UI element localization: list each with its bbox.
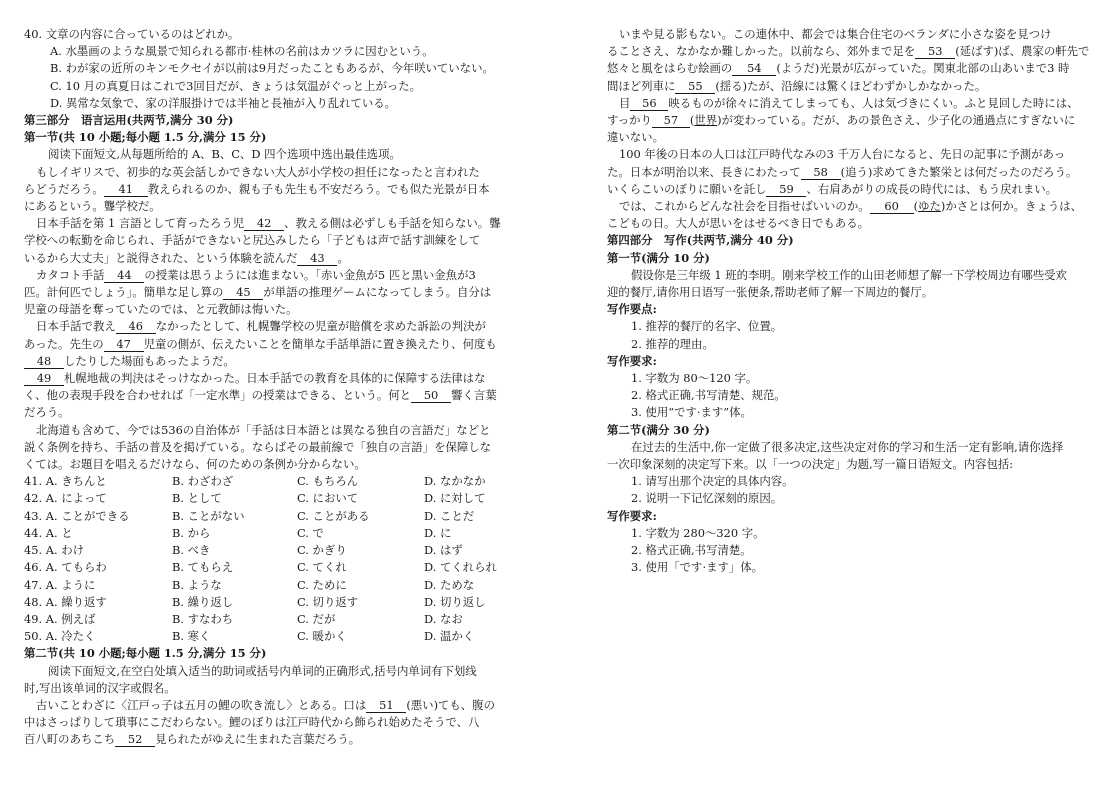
option-row [24, 508, 544, 525]
blank-54: 54 [732, 61, 776, 76]
option-cell: B. ような [172, 577, 222, 592]
blank-43: 43 [297, 251, 337, 266]
section2-title: 第二节(共 10 小题;每小题 1.5 分,满分 15 分) [24, 646, 267, 661]
blank-44: 44 [104, 268, 144, 283]
option-cell: D. に [424, 525, 452, 540]
option-cell: B. 繰り返し [172, 594, 234, 609]
option-cell: C. 暖かく [297, 629, 347, 644]
option-cell: 48. A. 繰り返す [24, 594, 107, 609]
option-cell: B. わざわざ [172, 474, 234, 489]
blank-46: 46 [116, 319, 156, 334]
q40-stem: 40. 文章の内容に合っているのはどれか。 [24, 27, 240, 41]
writing1-prompt: 迎的餐厅,请你用日语写一张便条,帮助老师了解一下周边的餐厅。 [607, 285, 934, 300]
option-cell: 41. A. きちんと [24, 474, 107, 489]
q40-option-d: D. 異常な気象で、家の洋服掛けでは半袖と長袖が入り乱れている。 [50, 95, 397, 110]
q40-option-c: C. 10 月の真夏日はこれで3回目だが、きょうは気温がぐっと上がった。 [50, 78, 422, 93]
writing1-prompt: 假设你是三年级 1 班的李明。刚来学校工作的山田老师想了解一下学校周边有哪些受欢 [631, 267, 1067, 282]
section2-instruction: 时,写出该单词的汉字或假名。 [24, 680, 176, 695]
option-row [24, 473, 544, 490]
passage2-line: 100 年後の日本の人口は江戸時代なみの3 千万人台になると、先日の記事に予測があっ [619, 147, 1066, 162]
blank-50: 50 [411, 388, 451, 403]
writing2-req: 1. 字数为 280～320 字。 [631, 525, 765, 540]
writing2-req-title: 写作要求: [607, 508, 657, 523]
option-cell: C. 切り返す [297, 594, 359, 609]
part4-section2-title: 第二节(满分 30 分) [607, 422, 710, 437]
writing2-req: 3. 使用「です·ます」体。 [631, 560, 764, 575]
part3-section1-title: 第一节(共 10 小题;每小题 1.5 分,满分 15 分) [24, 130, 267, 145]
blank-59: 59 [766, 182, 806, 197]
blank-60: 60 [870, 199, 914, 214]
writing2-req: 2. 格式正确,书写清楚。 [631, 543, 752, 558]
passage1-line: もしイギリスで、初歩的な英会話しかできない大人が小学校の担任になったと言われた [36, 164, 480, 179]
passage2-line: こどもの日。大人が思いをはせるべき日でもある。 [607, 216, 869, 231]
writing2-prompt: 在过去的生活中,你一定做了很多决定,这些决定对你的学习和生活一定有影响,请你选择 [631, 439, 1064, 454]
option-cell: B. として [172, 491, 222, 506]
part3-instruction: 阅读下面短文,从每题所给的 A、B、C、D 四个选项中选出最佳选项。 [48, 147, 401, 162]
option-cell: C. ために [297, 577, 347, 592]
option-cell: D. 温かく [424, 629, 475, 644]
passage2-line: た。日本が明治以来、長きにわたって 58 (追う)求めてきた繁栄とは何だったのだろう。 [607, 164, 1078, 179]
passage2-line: では、これからどんな社会を目指せばいいのか。 60 (ゆた)かさとは何か。きょうは、 [619, 199, 1083, 214]
passage1-line: カタコト手話 44 の授業は思うようには進まない。「赤い金魚が5 匹と黒い金魚が3 [36, 267, 476, 282]
option-cell: D. なお [424, 611, 463, 626]
passage1-line: にあるという。聾学校だ。 [24, 199, 161, 214]
option-row [24, 577, 544, 594]
part3-title: 第三部分 语言运用(共两节,满分 30 分) [24, 113, 234, 128]
underlined-word: 世界 [694, 113, 718, 128]
passage1-line: だろう。 [24, 405, 70, 420]
right-column [607, 26, 1103, 577]
passage2-line: 百八町のあちこち 52 見られたがゆえに生まれた言葉だろう。 [24, 732, 361, 747]
passage2-line: 目 56 映るものが徐々に消えてしまっても、人は気づきにくい。ふと見回した時には、 [619, 95, 1079, 110]
option-cell: C. で [297, 525, 324, 540]
blank-52: 52 [115, 732, 155, 747]
option-cell: B. すなわち [172, 611, 234, 626]
option-row [24, 525, 544, 542]
option-cell: 43. A. ことができる [24, 508, 130, 523]
passage1-line: 日本手話を第 1 言語として育ったろう児 42 、教える側は必ずしも手話を知らない。聾 [36, 216, 501, 231]
passage2-line: ることさえ、なかなか難しかった。以前なら、郊外まで足を 53 (延ばす)ば、農家の軒先で [607, 44, 1090, 59]
option-cell: C. かぎり [297, 543, 347, 558]
part4-section1-title: 第一节(满分 10 分) [607, 250, 710, 265]
passage2-line: 古いことわざに〈江戸っ子は五月の鯉の吹き流し〉とある。口は 51 (悪い)ても、腹の [36, 697, 495, 712]
option-cell: 50. A. 冷たく [24, 629, 96, 644]
blank-51: 51 [366, 698, 406, 713]
writing1-point: 2. 推荐的理由。 [631, 336, 714, 351]
writing2-prompt: 一次印象深刻的决定写下来。以「一つの決定」为题,写一篇日语短文。内容包括: [607, 457, 1014, 472]
passage2-line: すっかり 57 (世界)が変わっている。だが、あの景色さえ、少子化の通過点にすぎないに [607, 113, 1076, 128]
option-cell: B. べき [172, 543, 211, 558]
writing1-point: 1. 推荐的餐厅的名字、位置。 [631, 319, 783, 334]
passage1-line: らどうだろう。 41 教えられるのか、親も子も先生も不安だろう。でも似た光景が日本 [24, 181, 490, 196]
writing1-req: 3. 使用“です·ます”体。 [631, 405, 752, 420]
passage1-line: いるから大丈夫」と説得された、という体験を読んだ 43 。 [24, 250, 349, 265]
option-cell: 49. A. 例えば [24, 611, 96, 626]
option-cell: C. てくれ [297, 560, 347, 575]
blank-58: 58 [801, 165, 841, 180]
blank-55: 55 [675, 79, 715, 94]
passage2-line: いくらこいのぼりに願いを託し 59 、右肩あがりの成長の時代には、もう戻れまい。 [607, 181, 1058, 196]
option-row [24, 628, 544, 645]
writing1-req-title: 写作要求: [607, 353, 657, 368]
underlined-word: ゆた [918, 199, 941, 214]
option-row [24, 542, 544, 559]
passage1-line: 48 したりした場面もあったようだ。 [24, 353, 544, 370]
passage1-line: 説く条例を持ち、手話の普及を掲げている。ならばその最前線で「独自の言語」を保障しな [24, 439, 492, 454]
blank-56: 56 [630, 96, 668, 111]
writing2-point: 2. 说明一下记忆深刻的原因。 [631, 491, 783, 506]
option-row [24, 594, 544, 611]
writing1-req: 2. 格式正确,书写清楚、规范。 [631, 388, 786, 403]
passage1-line: 児童の母語を奪っていたのでは、と元教師は悔いた。 [24, 302, 298, 317]
section2-instruction: 阅读下面短文,在空白处填入适当的助词或括号内单词的正确形式,括号内单词有下划线 [48, 663, 477, 678]
passage1-line: 49 札幌地裁の判決はそっけなかった。日本手話での教育を具体的に保障する法律はな [24, 370, 544, 387]
option-cell: D. なかなか [424, 474, 486, 489]
passage1-line: あった。先生の 47 児童の側が、伝えたいことを簡単な手話単語に置き換えたり、何度も [24, 336, 497, 351]
passage1-line: 日本手話で教え 46 なかったとして、札幌聾学校の児童が賠償を求めた訴訟の判決が [36, 319, 486, 334]
option-cell: B. ことがない [172, 508, 245, 523]
option-cell: D. はず [424, 543, 463, 558]
passage2-line: 間ほど列車に 55 (揺る)たが、沿線には驚くほどわずかしかなかった。 [607, 78, 987, 93]
option-cell: D. ことだ [424, 508, 475, 523]
option-cell: B. てもらえ [172, 560, 234, 575]
q40-option-b: B. わが家の近所のキンモクセイが以前は9月だったこともあるが、今年咲いていない。 [50, 61, 494, 76]
passage2-line: いまや見る影もない。この連休中、都会では集合住宅のベランダに小さな姿を見つけ [619, 27, 1052, 41]
option-cell: D. に対して [424, 491, 486, 506]
writing1-req: 1. 字数为 80～120 字。 [631, 371, 758, 386]
blank-42: 42 [244, 216, 284, 231]
blank-47: 47 [104, 337, 144, 352]
passage2-line: 悠々と風をはらむ絵画の 54 (ようだ)光景が広がっていた。関東北部の山あいまで3 時 [607, 61, 1070, 76]
blank-49: 49 [24, 371, 64, 386]
option-cell: D. ためな [424, 577, 475, 592]
passage1-line: 匹。計何匹でしょう」。簡単な足し算の 45 が単語の推理ゲームになってしまう。自分は [24, 285, 492, 300]
option-cell: C. だが [297, 611, 336, 626]
option-cell: 42. A. によって [24, 491, 107, 506]
blank-41: 41 [104, 182, 148, 197]
option-cell: C. において [297, 491, 359, 506]
option-cell: C. もちろん [297, 474, 359, 489]
passage1-line: くては。お題目を唱えるだけなら、何のための条例か分からない。 [24, 457, 366, 472]
option-cell: D. 切り返し [424, 594, 486, 609]
option-row [24, 559, 544, 576]
blank-48: 48 [24, 354, 64, 369]
option-row [24, 611, 544, 628]
blank-45: 45 [223, 285, 263, 300]
option-cell: 44. A. と [24, 525, 73, 540]
option-cell: 47. A. ように [24, 577, 96, 592]
part4-title: 第四部分 写作(共两节,满分 40 分) [607, 233, 794, 248]
option-cell: 45. A. わけ [24, 543, 84, 558]
options-table [24, 473, 544, 645]
blank-57: 57 [652, 113, 690, 128]
passage2-line: 中はさっぱりして瑣事にこだわらない。鯉のぼりは江戸時代から飾られ始めたそうで、八 [24, 715, 480, 730]
q40-option-a: A. 水墨画のような風景で知られる都市·桂林の名前はカツラに因むという。 [50, 44, 434, 59]
option-cell: 46. A. てもらわ [24, 560, 107, 575]
passage2-line: 違いない。 [607, 130, 664, 145]
left-column [24, 26, 544, 749]
writing1-points-title: 写作要点: [607, 302, 657, 317]
option-cell: B. 寒く [172, 629, 211, 644]
option-cell: D. てくれられ [424, 560, 497, 575]
blank-53: 53 [915, 44, 955, 59]
writing2-point: 1. 请写出那个决定的具体内容。 [631, 474, 794, 489]
passage1-line: く、他の表現手段を合わせれば「一定水準」の授業はできる、という。何と 50 響く言葉 [24, 388, 497, 403]
option-cell: B. から [172, 525, 211, 540]
passage1-line: 北海道も含めて、今では536の自治体が「手話は日本語とは異なる独自の言語だ」などと [36, 422, 491, 437]
option-row [24, 490, 544, 507]
option-cell: C. ことがある [297, 508, 370, 523]
passage1-line: 学校への転勤を命じられ、手話ができないと尻込みしたら「子どもは声で話す訓練をして [24, 233, 481, 248]
